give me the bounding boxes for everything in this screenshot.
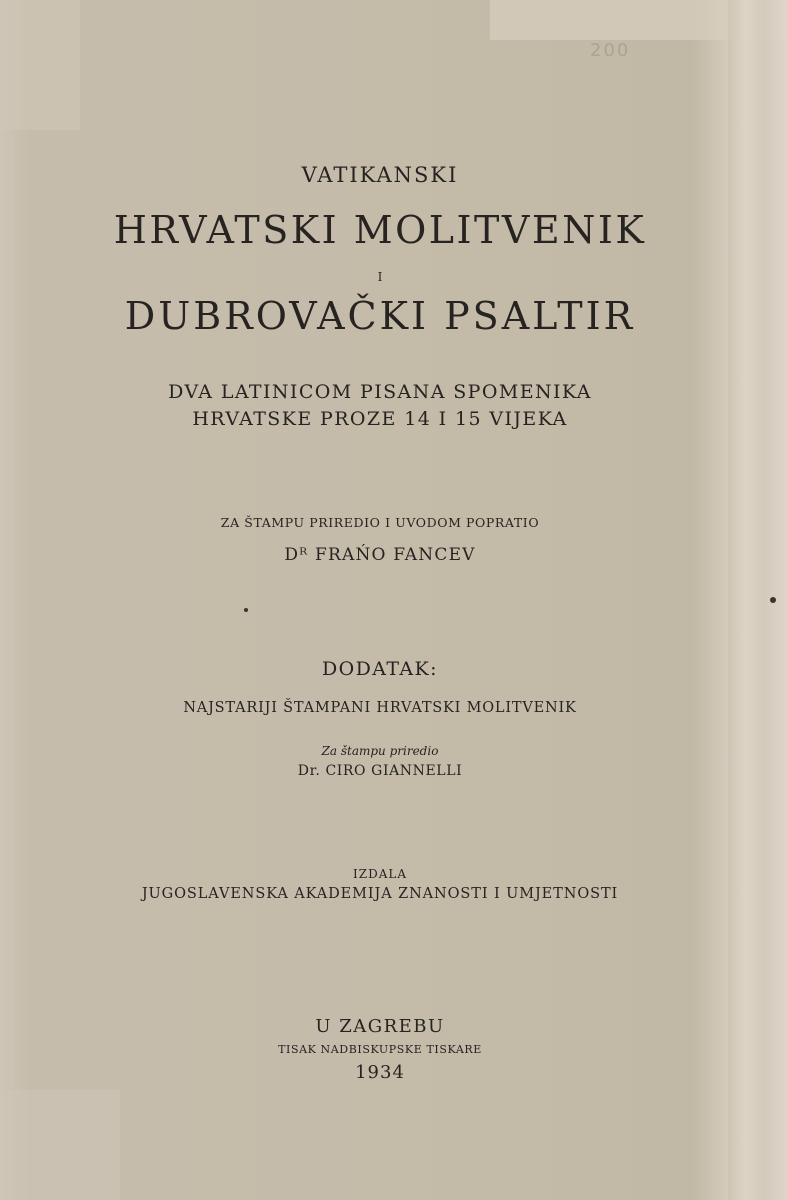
- editor-note: ZA ŠTAMPU PRIREDIO I UVODOM POPRATIO: [220, 515, 540, 530]
- paper-spot: [244, 608, 248, 612]
- main-title-line-2: DUBROVAČKI PSALTIR: [124, 294, 636, 338]
- publisher-label: IZDALA: [353, 867, 407, 881]
- description-line-1: DVA LATINICOM PISANA SPOMENIKA: [168, 381, 592, 403]
- pencil-mark: 200: [590, 40, 631, 61]
- addendum-editor: Dr. CIRO GIANNELLI: [297, 763, 463, 779]
- description-line-2: HRVATSKE PROZE 14 I 15 VIJEKA: [192, 408, 568, 430]
- printer-name: TISAK NADBISKUPSKE TISKARE: [278, 1043, 482, 1056]
- addendum-heading: DODATAK:: [322, 658, 438, 680]
- title-page-content: [60, 0, 700, 1200]
- main-title-line-1: HRVATSKI MOLITVENIK: [113, 208, 647, 252]
- addendum-note: Za štampu priredio: [321, 744, 439, 758]
- series-title: VATIKANSKI: [301, 163, 459, 187]
- addendum-title: NAJSTARIJI ŠTAMPANI HRVATSKI MOLITVENIK: [183, 700, 577, 716]
- publisher-name: JUGOSLAVENSKA AKADEMIJA ZNANOSTI I UMJETNOSTI: [141, 886, 619, 902]
- publication-place: U ZAGREBU: [315, 1016, 445, 1037]
- editor-name: Dᴿ FRAŃO FANCEV: [284, 545, 476, 565]
- paper-spot: [770, 597, 776, 603]
- publication-year: 1934: [355, 1062, 405, 1083]
- cover-edge: [728, 0, 787, 1200]
- title-conjunction: I: [377, 270, 383, 284]
